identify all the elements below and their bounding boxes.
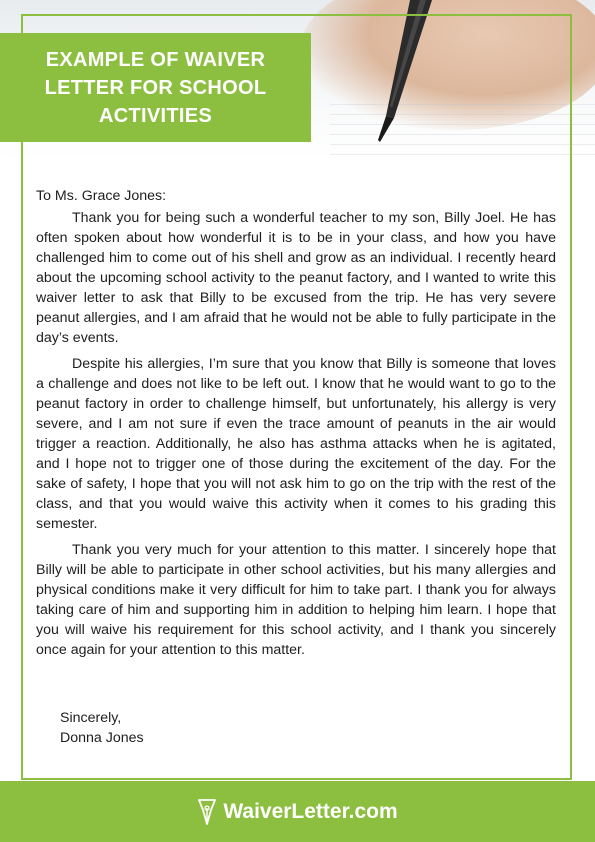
- signature: Donna Jones: [60, 730, 144, 746]
- paragraph-3: Thank you very much for your attention to this matter. I sincerely hope that Billy will be able to participate in other school activities, but his many allergies and physical conditions make it very difficult for him to take part. I thank you for always taking care of him and supporting him in addition to helping him learn. I hope that you will waive his requirement for this school activity, and I thank you sincerely once again for your attention to this matter.: [36, 542, 556, 658]
- title-banner: [0, 33, 311, 142]
- salutation: To Ms. Grace Jones:: [36, 188, 167, 204]
- pen-nib-icon: [197, 798, 217, 826]
- letter-body: [36, 186, 556, 666]
- closing-block: [60, 708, 144, 748]
- paragraph-1: Thank you for being such a wonderful teacher to my son, Billy Joel. He has often spoken about how wonderful it is to be in your class, and how you have challenged him to come out of his shell and grow as an individual. I recently heard about the upcoming school activity to the peanut factory, and I wanted to write this waiver letter to ask that Billy to be excused from the trip. He has very severe peanut allergies, and I am afraid that he would not be able to fully participate in the day’s events.: [36, 210, 556, 346]
- page-title: EXAMPLE OF WAIVER LETTER FOR SCHOOL ACTIVITIES: [44, 48, 267, 127]
- brand-logo-text[interactable]: WaiverLetter.com: [223, 799, 398, 823]
- paragraph-2: Despite his allergies, I’m sure that you know that Billy is someone that loves a challenge and does not like to be left out. I know that he would want to go to the peanut factory in order to challenge himself, but unfortunately, his allergy is very severe, and I am not sure if even the trace amount of peanuts in the air would trigger a reaction. Additionally, he also has asthma attacks when he is agitated, and I hope not to trigger one of those during the excitement of the day. For the sake of safety, I hope that you will not ask him to go on the trip with the rest of the class, and that you would waive this activity when it comes to his grading this semester.: [36, 356, 556, 532]
- footer-bar: [0, 781, 595, 842]
- closing: Sincerely,: [60, 710, 122, 726]
